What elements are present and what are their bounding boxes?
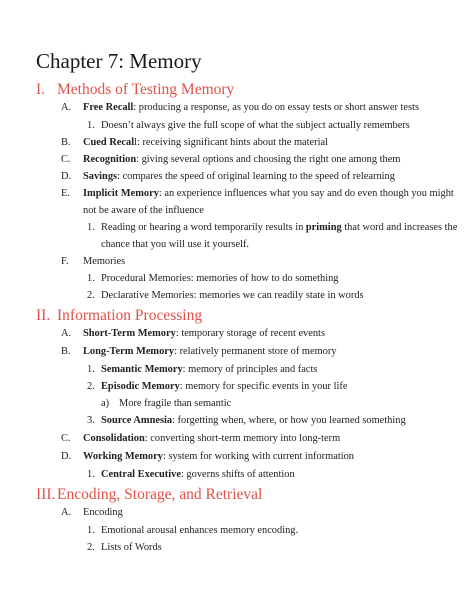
- list-item: [83, 347, 337, 357]
- item-term: Implicit Memory: [83, 188, 159, 199]
- section-heading: Information Processing: [57, 307, 203, 324]
- list-item: Lists of Words: [101, 542, 162, 553]
- list-item: Encoding: [83, 507, 123, 518]
- item-marker: D.: [61, 451, 72, 462]
- list-item: [83, 172, 395, 182]
- item-term: Long-Term Memory: [83, 346, 175, 357]
- page-title: Chapter 7: Memory: [36, 49, 202, 73]
- item-term: Working Memory: [83, 451, 163, 462]
- list-item: Memories: [83, 256, 126, 267]
- item-text: : compares the speed of original learning to the speed of relearning: [117, 171, 395, 182]
- item-text: : an experience influences what you say and do even though you might: [158, 188, 454, 199]
- section-heading: Methods of Testing Memory: [57, 81, 235, 98]
- list-item: [83, 155, 400, 165]
- list-item: Emotional arousal enhances memory encoding.: [101, 525, 299, 536]
- list-item: [83, 189, 454, 199]
- list-item: [101, 223, 457, 233]
- item-text: l: receiving significant hints about the material: [134, 137, 328, 148]
- item-marker: B.: [61, 346, 71, 357]
- item-pre-text: Reading or hearing a word temporarily results in: [101, 222, 306, 233]
- item-term: Free Recall: [83, 102, 134, 113]
- item-term: Cued Recal: [83, 137, 135, 148]
- item-term: Recognition: [83, 154, 137, 165]
- item-text: : converting short-term memory into long-term: [144, 433, 341, 444]
- list-item: [83, 434, 340, 444]
- item-marker: 1.: [87, 222, 95, 233]
- item-marker: 2.: [87, 381, 95, 392]
- item-term: Source Amnesia: [101, 415, 173, 426]
- section-marker: III.: [36, 486, 56, 503]
- list-item: [83, 103, 419, 113]
- list-item: [101, 470, 295, 480]
- item-text: : forgetting when, where, or how you learned something: [172, 415, 406, 426]
- item-marker: F.: [61, 256, 69, 267]
- item-term: Short-Term Memory: [83, 328, 176, 339]
- list-item: Declarative Memories: memories we can readily state in words: [101, 290, 364, 301]
- list-item: [83, 452, 354, 462]
- item-text: : producing a response, as you do on essay tests or short answer tests: [133, 102, 419, 113]
- item-term: Semantic Memory: [101, 364, 183, 375]
- item-text: : memory for specific events in your life: [179, 381, 348, 392]
- list-item: Procedural Memories: memories of how to do something: [101, 273, 339, 284]
- item-marker: D.: [61, 171, 72, 182]
- item-text: : system for working with current information: [162, 451, 354, 462]
- item-marker: C.: [61, 433, 71, 444]
- list-item-continuation: chance that you will use it yourself.: [101, 239, 250, 250]
- item-marker: 1.: [87, 273, 95, 284]
- item-text: that word and increases the: [341, 222, 458, 233]
- item-marker: C.: [61, 154, 71, 165]
- list-item: [101, 382, 347, 392]
- item-term: Central Executive: [101, 469, 181, 480]
- item-text: : giving several options and choosing the right one among them: [136, 154, 401, 165]
- item-marker: A.: [61, 507, 72, 518]
- item-marker: 1.: [87, 120, 95, 131]
- list-item: [83, 138, 328, 148]
- list-item: [101, 416, 406, 426]
- item-marker: E.: [61, 188, 70, 199]
- item-marker: 1.: [87, 469, 95, 480]
- section-marker: I.: [36, 81, 46, 98]
- list-item: Doesn’t always give the full scope of what the subject actually remembers: [101, 120, 410, 131]
- item-marker: 1.: [87, 364, 95, 375]
- section-heading: Encoding, Storage, and Retrieval: [57, 486, 263, 503]
- item-text: : memory of principles and facts: [182, 364, 318, 375]
- item-text: : temporary storage of recent events: [175, 328, 325, 339]
- item-marker: B.: [61, 137, 71, 148]
- list-item: [83, 329, 325, 339]
- item-term: Episodic Memory: [101, 381, 180, 392]
- item-marker: a): [101, 398, 110, 409]
- list-item: [101, 365, 317, 375]
- item-marker: A.: [61, 102, 72, 113]
- item-term: Savings: [83, 171, 118, 182]
- item-term: priming: [305, 222, 342, 233]
- item-marker: A.: [61, 328, 72, 339]
- item-marker: 1.: [87, 525, 95, 536]
- section-marker: II.: [36, 307, 51, 324]
- list-item-continuation: not be aware of the influence: [83, 205, 204, 216]
- item-text: : relatively permanent store of memory: [174, 346, 337, 357]
- item-marker: 3.: [87, 415, 95, 426]
- item-text: : governs shifts of attention: [180, 469, 295, 480]
- item-marker: 2.: [87, 290, 95, 301]
- item-marker: 2.: [87, 542, 95, 553]
- list-item: More fragile than semantic: [119, 398, 232, 409]
- item-term: Consolidation: [83, 433, 145, 444]
